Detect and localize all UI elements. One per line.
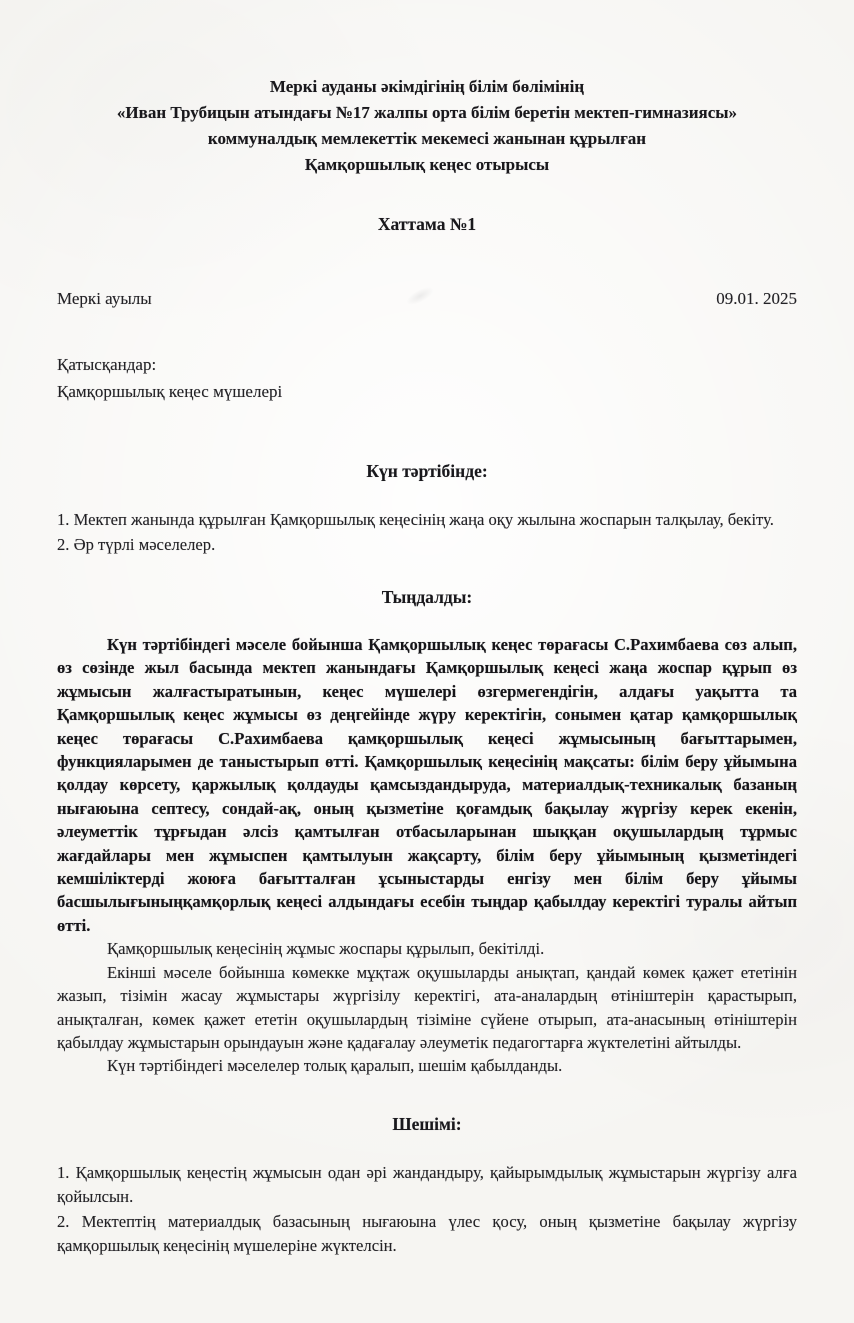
header-line-3: коммуналдық мемлекеттік мекемесі жанынан құрылған xyxy=(207,129,647,148)
heard-paragraph-4: Күн тәртібіндегі мәселелер толық қаралып, шешім қабылданды. xyxy=(107,1056,563,1076)
attendees-value: Қамқоршылық кеңес мүшелері xyxy=(57,382,283,401)
attendees-label: Қатысқандар: xyxy=(57,355,157,374)
meta-row xyxy=(57,289,797,309)
protocol-title: Хаттама №1 xyxy=(377,214,477,234)
agenda-list xyxy=(57,508,797,557)
attendees-block xyxy=(57,351,797,405)
decision-item-2: 2. Мектептің материалдық базасының нығаюына үлес қосу, оның қызметіне бақылау жүргізу қамқоршылық кеңесінің мүшелеріне жүктелсін. xyxy=(57,1211,797,1256)
decision-item-1: 1. Қамқоршылық кеңестің жұмысын одан әрі жандандыру, қайырымдылық жұмыстарын жүргізу алға қойылсын. xyxy=(57,1162,797,1207)
heard-paragraph-2: Қамқоршылық кеңесінің жұмыс жоспары құрылып, бекітілді. xyxy=(107,939,545,959)
agenda-heading: Күн тәртібінде: xyxy=(366,461,488,481)
meeting-date: 09.01. 2025 xyxy=(716,289,797,308)
heard-paragraph-3: Екінші мәселе бойынша көмекке мұқтаж оқушыларды анықтап, қандай көмек қажет ететінін жазып, тізімін жасау жұмыстары жүргізілу керектігі, ата-аналардың өтініштерін қарастырып, анықталған, көмек қажет ететін оқушылардың тізіміне сүйене отырып, ата-анасының өтініштерін қабылдау жұмыстарын орындауын және қадағалау әлеуметік педагогтарға жүктелетіні айтылды. xyxy=(57,962,797,1052)
agenda-item-2: 2. Әр түрлі мәселелер. xyxy=(57,534,216,554)
agenda-item-1: 1. Мектеп жанында құрылған Қамқоршылық кеңесінің жаңа оқу жылына жоспарын талқылау, бекіту. xyxy=(57,510,774,529)
header-line-1: Меркі ауданы әкімдігінің білім бөлімінің xyxy=(269,77,585,96)
heard-heading: Тыңдалды: xyxy=(381,587,473,607)
decision-heading: Шешімі: xyxy=(392,1113,462,1134)
document-header xyxy=(57,74,797,178)
heard-paragraph-1: Күн тәртібіндегі мәселе бойынша Қамқоршылық кеңес төрағасы С.Рахимбаева сөз алып, өз сөзінде жыл басында мектеп жанындағы Қамқоршылық кеңесі жаңа жоспар құрып өз жұмысын жалғастыратынын, кеңес мүшелері өзгермегендігін, алдағы уақытта та Қамқоршылық кеңес жұмысы өз деңгейінде жүру керектігін, сонымен қатар қамқоршылық кеңес төрағасы С.Рахимбаева қамқоршылық кеңесі жұмысының бағыттарымен, функцияларымен де таныстырып өтті. Қамқоршылық кеңесінің мақсаты: білім беру ұйымына қолдау көрсету, қаржылық қолдауды қамсыздандыруда, материалдық-техникалық базаның нығаюына септесу, сондай-ақ, оның қызметіне қоғамдық бақылау жүргізу керек екенін, әлеуметтік тұрғыдан әлсіз қамтылған отбасыларынан шыққан оқушылардың тұрмыс жағдайлары мен жұмыспен қамтылуын жақсарту, білім беру ұйымының қызметіндегі кемшіліктерді жоюға бағытталған ұсыныстарды енгізу мен білім беру ұйымы басшылығыныңқамқорлық кеңесі алдындағы есебін тыңдар қабылдау керектігі туралы айтып өтті. xyxy=(57,635,797,935)
meeting-place: Меркі ауылы xyxy=(57,289,152,308)
header-line-2: «Иван Трубицын атындағы №17 жалпы орта білім беретін мектеп-гимназиясы» xyxy=(116,103,738,122)
header-line-4: Қамқоршылық кеңес отырысы xyxy=(304,155,550,174)
decision-list xyxy=(57,1161,797,1259)
